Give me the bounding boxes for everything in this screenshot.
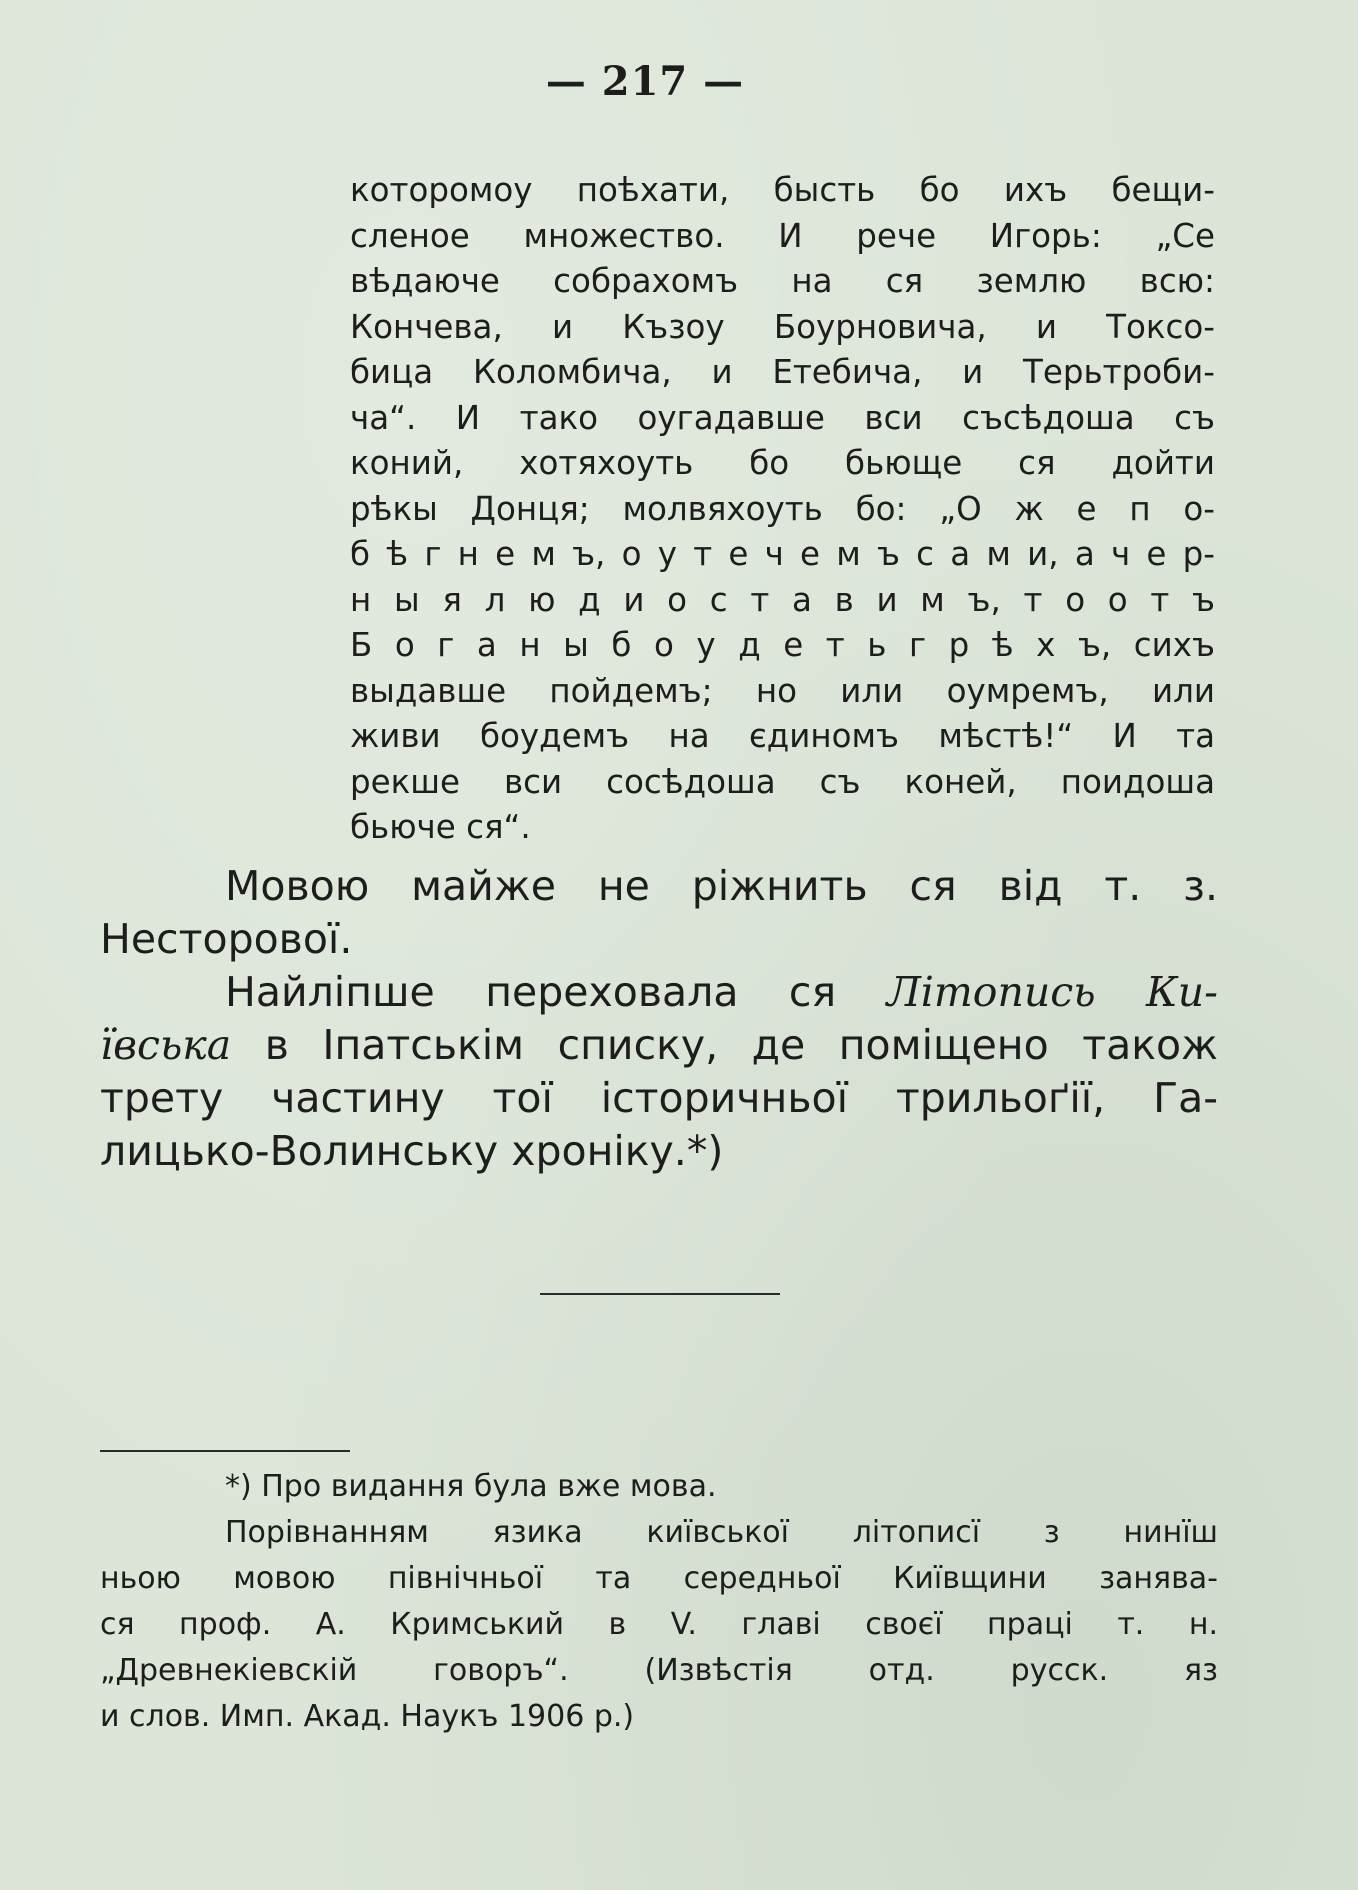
footnote-line: „Древнекіевскій говоръ“. (Извѣстія отд. русск. яз (100, 1653, 1218, 1688)
paragraph-1-line: Несторової. (100, 915, 353, 963)
footnote-marker-line: *) Про видання була вже мова. (225, 1469, 717, 1504)
quote-line: ча“. И тако оугадавше вси съсѣдоша съ (350, 398, 1215, 437)
paragraph-2-line (100, 966, 1218, 1019)
paragraph-1-line: Мовою майже не ріжнить ся від т. з. (225, 862, 1218, 910)
footnote-line: и слов. Имп. Акад. Наукъ 1906 р.) (100, 1699, 635, 1734)
paragraph-2-text: в Іпатськім списку, де поміщено також (231, 1021, 1218, 1069)
paragraph-2-line: лицько-Волинську хроніку.*) (100, 1127, 724, 1175)
quote-line: Кончева, и Къзоу Боурновича, и Токсо- (350, 307, 1215, 346)
main-text (100, 860, 1218, 1178)
footnote-line: ньою мовою північньої та середньої Київщини занява- (100, 1561, 1218, 1596)
quote-line: живи боудемъ на єдиномъ мѣстѣ!“ И та (350, 717, 1215, 755)
paragraph-2-line (100, 1019, 1218, 1072)
quote-line: сленое множество. И рече Игорь: „Се (350, 216, 1215, 255)
quote-line: рекше вси сосѣдоша съ коней, поидоша (350, 762, 1215, 801)
quote-line: рѣкы Донця; молвяхоуть бо: „О ж е п о- (350, 489, 1215, 528)
footnote-line: ся проф. А. Кримський в V. главі своєї праці т. н. (100, 1607, 1218, 1642)
chronicle-title-cont: ївська (100, 1021, 232, 1069)
chronicle-title: Літопись Ки- (886, 968, 1218, 1016)
paragraph-2-line: трету частину тої історичньої трильоґії, Га- (100, 1074, 1218, 1122)
quote-line: б ѣ г н е м ъ, о у т е ч е м ъ с а м и, а ч е р- (350, 535, 1215, 573)
quote-line: бица Коломбича, и Етебича, и Терьтроби- (350, 353, 1215, 391)
quote-line: выдавше пойдемъ; но или оумремъ, или (350, 671, 1215, 710)
chronicle-quote (350, 168, 1215, 851)
section-divider (540, 1293, 780, 1295)
quote-line: вѣдаюче собрахомъ на ся землю всю: (350, 262, 1215, 300)
quote-line: бьюче ся“. (350, 808, 531, 846)
page-number: — 217 — (545, 58, 745, 105)
footnote-line: Порівнанням язика київської літописї з нинїш (225, 1515, 1218, 1550)
quote-line: Б о г а н ы б о у д е т ь г р ѣ х ъ, сихъ (350, 626, 1215, 664)
footnotes (100, 1464, 1218, 1740)
quote-line: коний, хотяхоуть бо бьюще ся дойти (350, 444, 1215, 482)
footnote-rule (100, 1450, 350, 1452)
quote-line: которомоу поѣхати, бысть бо ихъ бещи- (350, 171, 1215, 209)
paragraph-2-text: Найліпше переховала ся (225, 968, 887, 1016)
quote-line: н ы я л ю д и о с т а в и м ъ, т о о т ъ (350, 580, 1215, 619)
